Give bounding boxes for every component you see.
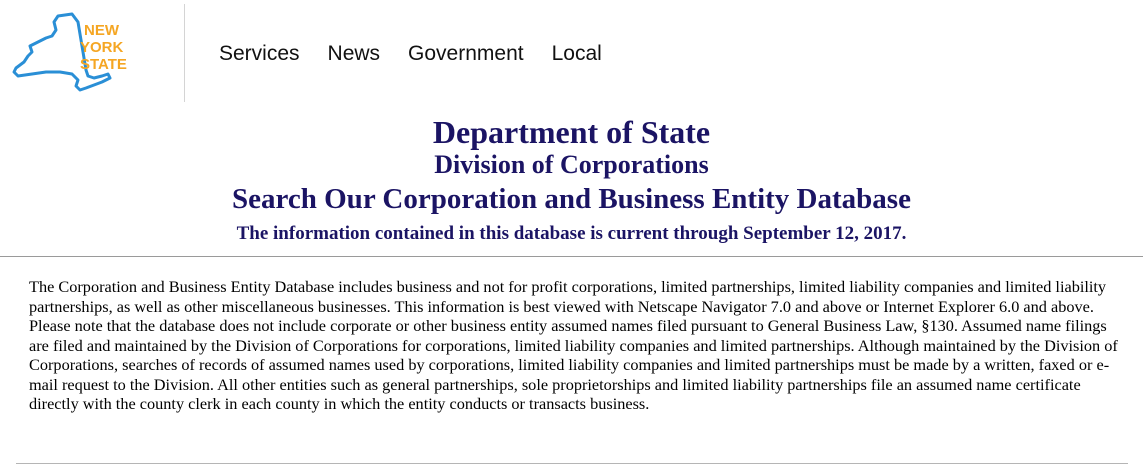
ny-state-logo[interactable]: [10, 12, 142, 92]
department-title: Department of State: [432, 114, 711, 150]
nav-news[interactable]: News: [327, 42, 381, 65]
search-title: Search Our Corporation and Business Entity Database: [232, 183, 911, 215]
main-nav: [219, 42, 630, 66]
divider-top: [0, 256, 1143, 257]
logo-line3: STATE: [80, 56, 127, 73]
site-header: [0, 0, 1143, 103]
nav-local[interactable]: Local: [551, 42, 602, 65]
logo-divider: [184, 4, 185, 102]
new-york-state-map-icon: [10, 12, 142, 92]
division-title: Division of Corporations: [434, 150, 709, 179]
logo-line1: NEW: [84, 22, 119, 39]
intro-paragraph: The Corporation and Business Entity Database includes business and not for profit corporations, limited partnerships, limited liability companies and limited liability partnerships, as well as other miscellaneous businesses. This information is best viewed with Netscape Navigator 7.0 and above or Internet Explorer 6.0 and above. Please note that the database does not include corporate or other business entity assumed names filed pursuant to General Business Law, §130. Assumed name filings are filed and maintained by the Division of Corporations for corporations, limited liability companies and limited partnerships. Although maintained by the Division of Corporations, searches of records of assumed names used by corporations, limited liability companies and limited partnerships must be made by a written, faxed or e-mail request to the Division. All other entities such as general partnerships, sole proprietorships and limited liability partnerships file an assumed name certificate directly with the county clerk in each county in which the entity conducts or transacts business.: [29, 277, 1118, 413]
nav-services[interactable]: Services: [219, 42, 300, 65]
currency-note: The information contained in this database is current through September 12, 2017.: [236, 223, 907, 244]
divider-bottom: [16, 463, 1128, 464]
page-heading: [0, 110, 1143, 246]
logo-line2: YORK: [80, 39, 124, 56]
nav-government[interactable]: Government: [408, 42, 524, 65]
